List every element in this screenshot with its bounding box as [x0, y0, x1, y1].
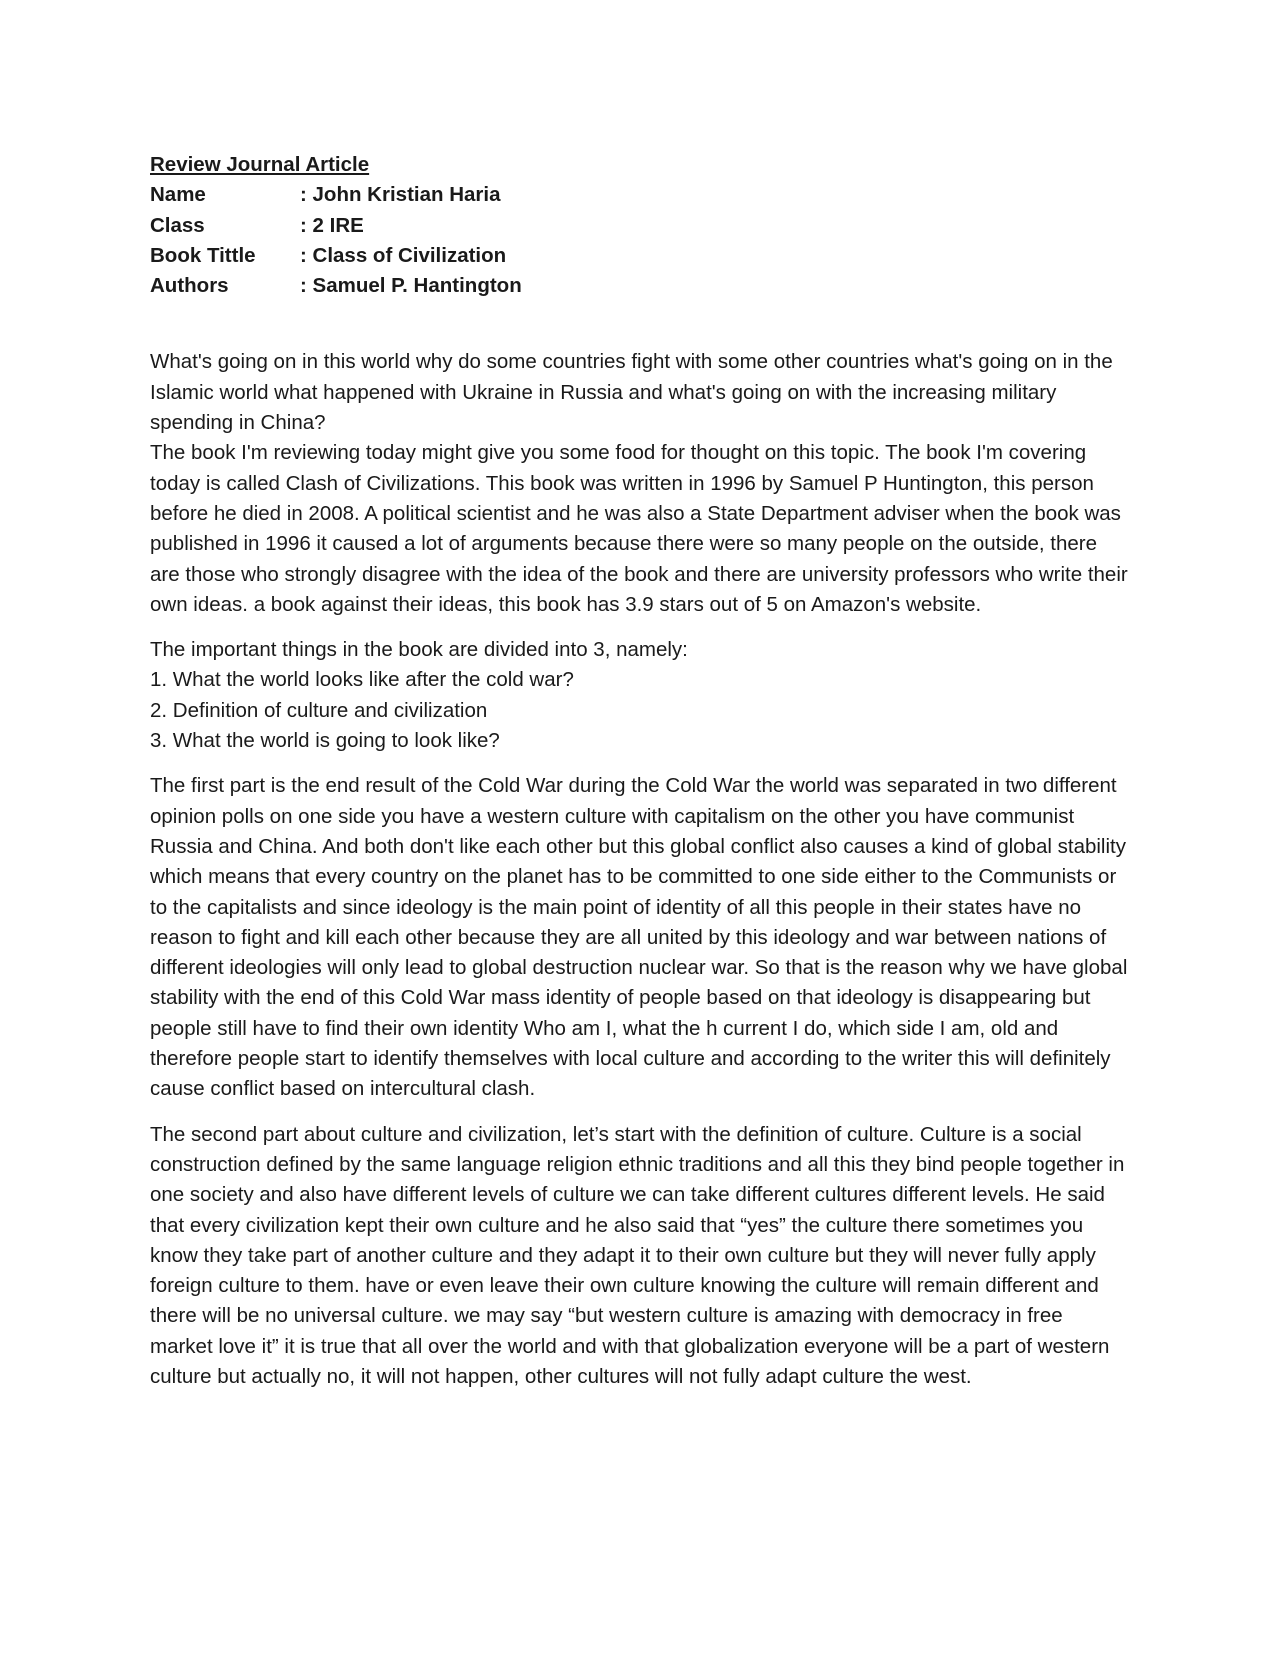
part-two-paragraph: The second part about culture and civilization, let’s start with the definition of culture. Culture is a social construction defined by the same language religion ethnic traditions and all this they bind people together in one society and also have different levels of culture we can take different cultures different levels. He said that every civilization kept their own culture and he also said that “yes” the culture there sometimes you know they take part of another culture and they adapt it to their own culture but they will never fully apply foreign culture to them. have or even leave their own culture knowing the culture will remain different and there will be no universal culture. we may say “but western culture is amazing with democracy in free market love it” it is true that all over the world and with that globalization everyone will be a part of western culture but actually no, it will not happen, other cultures will not fully adapt culture the west.: [150, 1122, 1125, 1388]
part-one-paragraph: The first part is the end result of the Cold War during the Cold War the world was separated in two different opinion polls on one side you have a western culture with capitalism on the other you have communist Russia and China. And both don't like each other but this global conflict also causes a kind of global stability which means that every country on the planet has to be committed to one side either to the Communists or to the capitalists and since ideology is the main point of identity of all this people in their states have no reason to fight and kill each other because they are all united by this ideology and war between nations of different ideologies will only lead to global destruction nuclear war. So that is the reason why we have global stability with the end of this Cold War mass identity of people based on that ideology is disappearing but people still have to find their own identity Who am I, what the h current I do, which side I am, old and therefore people start to identify themselves with local culture and according to the writer this will definitely cause conflict based on intercultural clash.: [150, 774, 1128, 1101]
meta-label: Book Tittle: [150, 243, 256, 267]
list-intro: The important things in the book are divided into 3, namely:: [150, 638, 688, 662]
list-item: 1. What the world looks like after the cold war?: [150, 668, 574, 692]
meta-label: Class: [150, 213, 205, 237]
meta-row-book-title: [150, 241, 1130, 271]
meta-row-class: [150, 211, 1130, 241]
intro-review-paragraph: The book I'm reviewing today might give you some food for thought on this topic. The book I'm covering today is called Clash of Civilizations. This book was written in 1996 by Samuel P Huntington, this person before he died in 2008. A political scientist and he was also a State Department adviser when the book was published in 1996 it caused a lot of arguments because there were so many people on the outside, there are those who strongly disagree with the idea of the book and there are university professors who write their own ideas. a book against their ideas, this book has 3.9 stars out of 5 on Amazon's website.: [150, 441, 1128, 616]
meta-value: : Class of Civilization: [300, 243, 507, 267]
document-title: Review Journal Article: [150, 153, 370, 176]
meta-row-authors: [150, 271, 1130, 301]
meta-label: Authors: [150, 274, 229, 298]
meta-value: : Samuel P. Hantington: [300, 274, 522, 298]
document-page: [150, 150, 1130, 1407]
meta-label: Name: [150, 183, 206, 207]
list-item: 2. Definition of culture and civilization: [150, 698, 488, 722]
review-body: [150, 347, 1130, 1392]
intro-question-paragraph: What's going on in this world why do some countries fight with some other countries what's going on in the Islamic world what happened with Ukraine in Russia and what's going on with the increasing military spending in China?: [150, 350, 1113, 435]
meta-value: : 2 IRE: [300, 213, 364, 237]
meta-value: : John Kristian Haria: [300, 183, 501, 207]
meta-row-name: [150, 180, 1130, 210]
list-item: 3. What the world is going to look like?: [150, 729, 500, 753]
